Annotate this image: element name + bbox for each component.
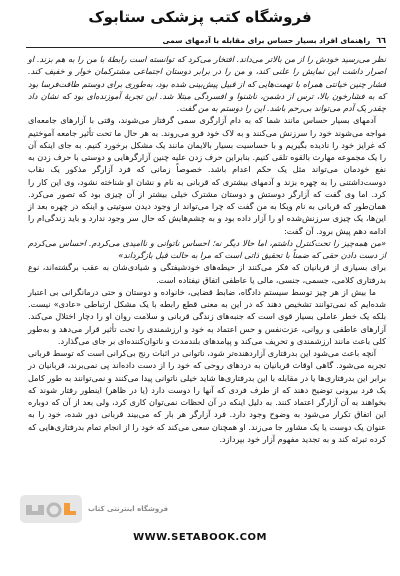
paragraph-1: نظر می‌رسید خودش را از من بالاتر می‌داند. افتخار می‌کرد که توانسته است رابطهٔ با من را به هم بزند. او اصرار داشت این نمایش را علنی کند، و من را در برابر دوستان اجتماعی مشترکمان خوار و خفیف کند. فشار چنین خیانتی همراه با تهمت‌هایی که از قبیل پیش‌بینی شده بود، به‌طوری برای دوستم طاقت‌فرسا بود که به فشارخون بالا، ترس از دشمن، ناشنوا و افسردگی مبتلا شد. این تجربهٔ آموزنده‌ای بود که نشان داد چقدر یک آدم می‌تواند بی‌رحم باشد. این را دوستم به من گفت.	[28, 54, 386, 113]
body-text	[28, 53, 386, 445]
site-url: WWW.SETABOOK.COM	[133, 532, 267, 543]
setabook-logo-icon	[20, 495, 82, 523]
store-title: فروشگاه کتب پزشکی ستابوک	[88, 8, 312, 26]
paragraph-3-quote: «من همه‌چیز را تحت‌کنترل داشتم، اما حالا دیگر نه؛ احساس ناتوانی و ناامیدی می‌کردم. احساس می‌کردم از دست دادن حقی که ضمناً با تحقیق ذاتی است که مرا به حالت قبل بازگرداند»	[28, 237, 386, 260]
paragraph-5: ما بیش از هر چیز توسط سیستم دادگاه، ضابط قضایی، خانواده و دوستان و حتی درمانگرانی بی اعتبار شده‌ایم که نمی‌توانند تشخیص دهند که در این به معنی قطع رابطه با یک مشکل ارتباطی «عادی» نیست. بلکه یک خطر عاملی بسیار قوی است که جنبه‌های زندگی قربانی و سلامت روان او را دچار اختلال می‌کند. آزارهای عاطفی و روانی، عزت‌نفس و حس اعتماد به خود و ارزشمندی را تحت تأثیر قرار می‌دهد و به‌طور کلی باعث مانند ارزشمندی و تحریف می‌کند و پیامدهای بلندمدت و ناتوان‌کننده‌ای بر جای می‌گذارد.	[28, 286, 386, 346]
paragraph-4: برای بسیاری از قربانیان که فکر می‌کنند از حیطه‌های خودشیفتگی و شیادی‌شان به عقب برگشته‌اند، نوع بدرفتاری کلامی، جسمی، جنسی، مالی یا عاطفی اتفاق نیفتاده است.	[28, 262, 386, 285]
paragraph-6: آنچه باعث می‌شود این بدرفتاری آزاردهنده‌تر شود، ناتوانی در اثبات رنج بی‌کرانی است که توسط قربانی تجربه می‌شود. گاهی اوقات قربانیان به دردهای روحی که خود را از دست داده‌اند پی نمی‌برند، قربانیان در برابر این بدرفتاری‌ها یا در مقابله با این بدرفتاری‌ها شاید خیلی ناتوانی پیدا می‌کنند و نمی‌توانند به طور کامل یک فرد بیرونی توضیح دهند که از طرف فردی که آنها را دوست دارد (یا در ظاهر) اینطور رفتار شوند که بخواهند به آن آزارگر اعتماد کنند. به دلیل اینکه در آن لحظات نمی‌توان کاری کرد، ولی بعد از آن که دوباره این اتفاق تکرار می‌شود به وضوح وجود دارد. فرد آزارگر هر بار که می‌بیند قربانی دور شده، خود را به عنوان یک دوست یا یک مشاور جا می‌زند. او همچنان سعی می‌کند که خود را از انجام تمام بدرفتاری‌هایی که کرده تبرئه کند و به تجدید مفهوم آزار خود بپردازد.	[28, 348, 386, 444]
header-rule	[26, 47, 386, 48]
logo-text: فروشگاه اینترنتی کتاب	[88, 505, 169, 513]
page-number: ٦٦	[376, 35, 386, 45]
paragraph-2: آدمهای بسیار حساس مانند شما که به دام آزارگری سمی گرفتار می‌شوند، وقتی با آزارهای جامعه‌ای مواجه می‌شوند خود را سرزنش می‌کنند و به لاک خود فرو می‌روند. به هر حال ما تحت تأثیر جامعه آموختیم که غرایز خود را نادیده بگیریم و با حساسیت بسیار بالایمان مانند یک مشکل برخورد کنیم. به جای اینکه آن را یک مجموعه مهارت بالقوه تلقی کنیم. بنابراین حرف زدن علیه چنین آزارگرهایی و دوستی با حرف زدن به نفع خودمان می‌تواند مثل یک حکم اعدام باشد. خصوصاً زمانی که فرد آزارگر مذکور یک نقاب دوست‌داشتنی را به چهره بزند و آدمهای بیشتری که قربانی به نام و نشان او شناخته نشود، وی این کار را کرد. اما وی گفت که آزارگر دوستش و دوستان مشترک خیلی بیشتر از آن چیزی بود که تصور می‌کرد. همان‌طور که قربانی به نام ویکا به من گفت که چرا می‌تواند از وجود دیدن سوتیتی و اینکه در چهره بعد از این‌ها، یک چیزی سرزنش‌شده او را آزار داده بود و به چشم‌هایش که حال سر وجود ندارد و باید زندگی‌ام را ادامه دهم پیش برود. آن گفت:	[28, 115, 386, 236]
running-head	[26, 34, 386, 46]
book-title: راهنمای افراد بسیار حساس برای مقابله با آدمهای سمی	[162, 35, 371, 45]
setabook-logo	[20, 494, 170, 524]
